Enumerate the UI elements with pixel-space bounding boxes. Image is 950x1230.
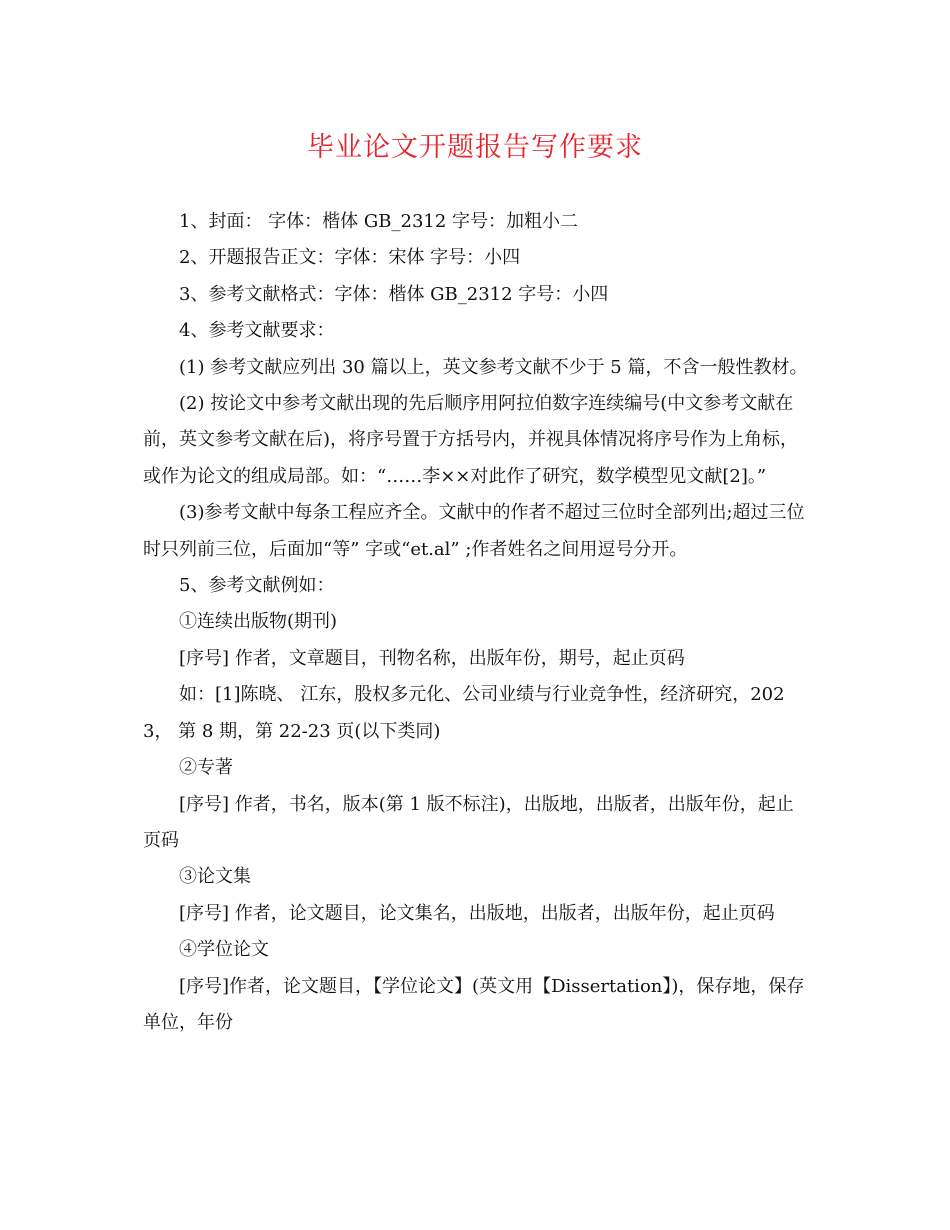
paragraph-serial-format: [序号] 作者，文章题目，刊物名称，出版年份，期号，起止页码 [179,647,685,669]
document-body [143,204,811,1041]
paragraph-reference-examples: 5、参考文献例如： [179,575,335,597]
paragraph-requirement-3: (3)参考文献中每条工程应齐全。文献中的作者不超过三位时全部列出;超过三位时只列前三位，后面加“等” 字或“et.al” ;作者姓名之间用逗号分开。 [143,502,805,560]
paragraph-requirement-2: (2) 按论文中参考文献出现的先后顺序用阿拉伯数字连续编号(中文参考文献在前，英文参考文献在后)，将序号置于方括号内，并视具体情况将序号作为上角标，或作为论文的组成局部。如：“……李××对此作了研究，数学模型见文献[2]。” [143,393,799,487]
paragraph-body-format: 2、开题报告正文：字体：宋体 字号：小四 [179,247,521,269]
paragraph-reference-format: 3、参考文献格式：字体：楷体 GB_2312 字号：小四 [179,283,609,305]
paragraph-cover-format: 1、封面： 字体：楷体 GB_2312 字号：加粗小二 [179,211,579,232]
paragraph-thesis-heading: ④学位论文 [179,939,269,961]
paragraph-monograph-heading: ②专著 [179,757,233,779]
document-title: 毕业论文开题报告写作要求 [307,132,643,163]
paragraph-serial-heading: ①连续出版物(期刊) [179,611,338,633]
paragraph-proceedings-heading: ③论文集 [179,866,251,888]
paragraph-reference-requirements: 4、参考文献要求： [179,320,335,342]
paragraph-thesis-format: [序号]作者，论文题目，【学位论文】(英文用【Dissertation】)，保存地，保存单位，年份 [143,975,805,1033]
paragraph-monograph-format: [序号] 作者，书名，版本(第 1 版不标注)，出版地，出版者，出版年份，起止页码 [143,793,794,851]
paragraph-proceedings-format: [序号] 作者，论文题目，论文集名，出版地，出版者，出版年份，起止页码 [179,902,775,924]
paragraph-serial-example: 如：[1]陈晓、 江东，股权多元化、公司业绩与行业竞争性，经济研究，2023， 第 8 期，第 22-23 页(以下类同) [143,684,785,742]
paragraph-requirement-1: (1) 参考文献应列出 30 篇以上，英文参考文献不少于 5 篇，不含一般性教材。 [179,356,808,378]
